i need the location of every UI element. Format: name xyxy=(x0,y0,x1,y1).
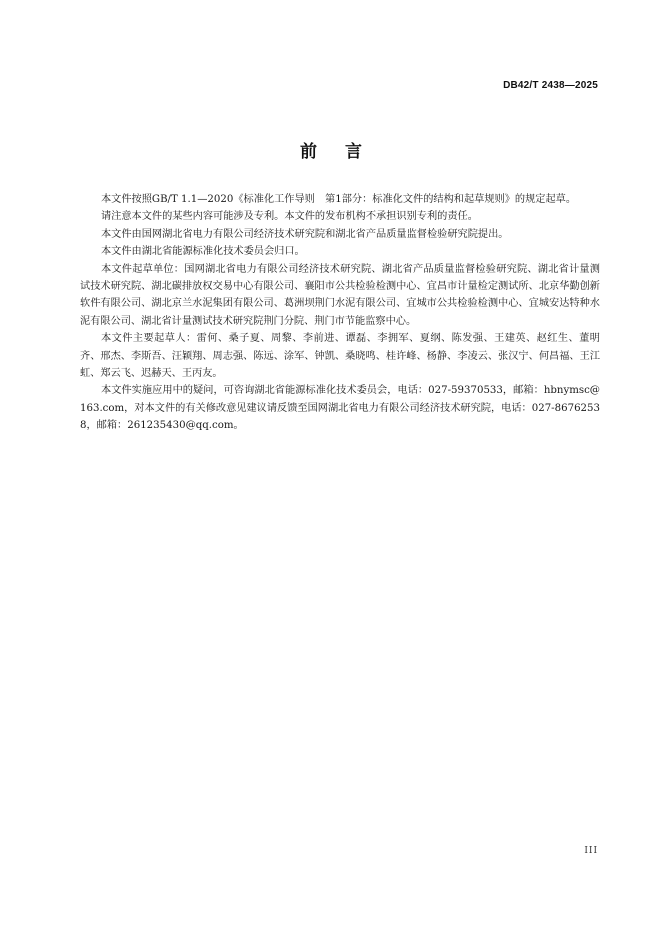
paragraph-patent-notice: 请注意本文件的某些内容可能涉及专利。本文件的发布机构不承担识别专利的责任。 xyxy=(101,211,478,223)
paragraph-drafting-units: 本文件起草单位：国网湖北省电力有限公司经济技术研究院、湖北省产品质量监督检验研究院、湖北省计量测试技术研究院、湖北碳排放权交易中心有限公司、襄阳市公共检验检测中心、宜昌市计量检定测试所、北京华勤创新软件有限公司、湖北京兰水泥集团有限公司、葛洲坝荆门水泥有限公司、宜城市公共检验检测中心、宜城安达特种水泥有限公司、湖北省计量测试技术研究院荆门分院、荆门市节能监察中心。 xyxy=(80,263,600,327)
page-title: 前言 xyxy=(300,142,390,162)
paragraph-contact: 本文件实施应用中的疑问，可咨询湖北省能源标准化技术委员会，电话：027-59370533，邮箱：hbnymsc@163.com，对本文件的有关修改意见建议请反馈至国网湖北省电力有限公司经济技术研究院，电话：027-86762538，邮箱：261235430@qq.com。 xyxy=(80,385,600,432)
document-body xyxy=(80,191,600,435)
paragraph-proposer: 本文件由国网湖北省电力有限公司经济技术研究院和湖北省产品质量监督检验研究院提出。 xyxy=(101,228,509,240)
page-number: III xyxy=(584,846,598,856)
paragraph-drafters: 本文件主要起草人：雷何、桑子夏、周黎、李前进、谭磊、李拥军、夏纲、陈发强、王建英、赵红生、董明齐、邢杰、李斯吾、汪颖翔、周志强、陈远、涂军、钟凯、桑晓鸣、桂许峰、杨静、李凌云、张汉宁、何昌福、王江虹、郑云飞、迟赫天、王丙友。 xyxy=(80,333,600,380)
paragraph-drafting-rules: 本文件按照GB/T 1.1—2020《标准化工作导则 第1部分：标准化文件的结构和起草规则》的规定起草。 xyxy=(101,194,577,205)
document-id: DB42/T 2438—2025 xyxy=(503,80,598,91)
paragraph-committee: 本文件由湖北省能源标准化技术委员会归口。 xyxy=(101,246,305,258)
